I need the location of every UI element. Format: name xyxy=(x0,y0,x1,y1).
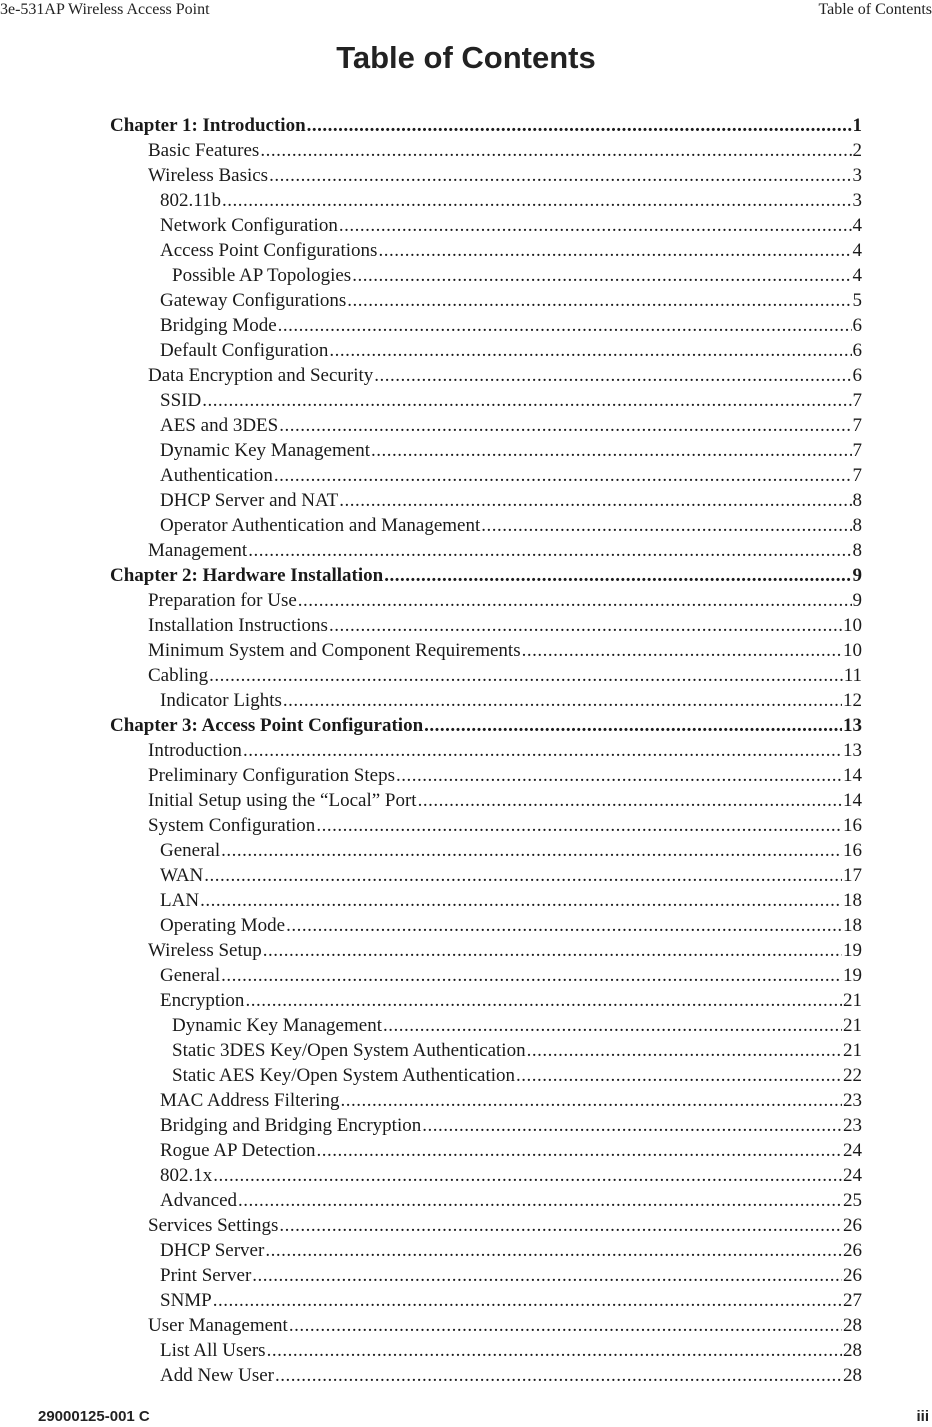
dot-leader xyxy=(316,813,842,838)
toc-entry-title: Wireless Setup xyxy=(148,940,262,961)
toc-entry[interactable] xyxy=(160,288,862,313)
dot-leader xyxy=(481,513,851,538)
running-header-left: 3e-531AP Wireless Access Point xyxy=(0,1,210,18)
toc-entry-title: Indicator Lights xyxy=(160,690,282,711)
dot-leader xyxy=(298,588,852,613)
toc-entry-page: 16 xyxy=(843,815,862,836)
toc-entry-page: 17 xyxy=(843,865,862,886)
dot-leader xyxy=(422,1113,842,1138)
toc-entry-page: 4 xyxy=(852,240,862,261)
toc-entry-page: 6 xyxy=(852,315,862,336)
toc-entry-page: 28 xyxy=(843,1340,862,1361)
toc-entry-title: Cabling xyxy=(148,665,209,686)
toc-entry[interactable] xyxy=(160,988,862,1013)
toc-entry[interactable] xyxy=(148,138,862,163)
dot-leader xyxy=(307,113,852,138)
toc-entry-page: 9 xyxy=(852,565,862,586)
dot-leader xyxy=(383,1013,842,1038)
toc-entry[interactable] xyxy=(148,663,862,688)
toc-entry-page: 9 xyxy=(852,590,862,611)
toc-entry[interactable] xyxy=(148,363,862,388)
toc-entry-title: System Configuration xyxy=(148,815,316,836)
dot-leader xyxy=(200,888,842,913)
toc-entry-title: Chapter 1: Introduction xyxy=(110,115,306,136)
toc-entry-title: WAN xyxy=(160,865,204,886)
toc-entry[interactable] xyxy=(160,488,862,513)
toc-entry-title: Preparation for Use xyxy=(148,590,297,611)
toc-entry-page: 26 xyxy=(843,1240,862,1261)
toc-entry-page: 18 xyxy=(843,915,862,936)
toc-entry-title: User Management xyxy=(148,1315,288,1336)
toc-entry-page: 23 xyxy=(843,1115,862,1136)
toc-entry[interactable] xyxy=(160,888,862,913)
toc-entry-page: 5 xyxy=(852,290,862,311)
toc-entry[interactable] xyxy=(148,163,862,188)
dot-leader xyxy=(221,838,842,863)
toc-entry-title: SSID xyxy=(160,390,202,411)
toc-entry-title: Chapter 2: Hardware Installation xyxy=(110,565,384,586)
toc-entry[interactable] xyxy=(160,213,862,238)
toc-entry-page: 6 xyxy=(852,365,862,386)
dot-leader xyxy=(221,963,842,988)
toc-entry-page: 28 xyxy=(843,1365,862,1386)
page-number: iii xyxy=(916,1408,929,1425)
toc-entry-page: 6 xyxy=(852,340,862,361)
toc-entry[interactable] xyxy=(160,1113,862,1138)
toc-entry-title: Static 3DES Key/Open System Authentication xyxy=(172,1040,526,1061)
toc-entry-title: Initial Setup using the “Local” Port xyxy=(148,790,417,811)
toc-entry-page: 26 xyxy=(843,1265,862,1286)
toc-entry-title: AES and 3DES xyxy=(160,415,279,436)
dot-leader xyxy=(248,538,851,563)
toc-entry[interactable] xyxy=(172,1038,862,1063)
toc-entry-page: 2 xyxy=(852,140,862,161)
toc-entry-title: General xyxy=(160,965,221,986)
dot-leader xyxy=(339,213,852,238)
dot-leader xyxy=(202,388,851,413)
toc-entry-title: Operating Mode xyxy=(160,915,286,936)
toc-entry-page: 10 xyxy=(843,615,862,636)
toc-entry[interactable] xyxy=(160,338,862,363)
toc-entry-title: Encryption xyxy=(160,990,245,1011)
document-number: 29000125-001 C xyxy=(38,1408,150,1425)
toc-entry-page: 13 xyxy=(843,715,862,736)
dot-leader xyxy=(243,738,842,763)
toc-entry-title: Dynamic Key Management xyxy=(172,1015,382,1036)
dot-leader xyxy=(267,1338,842,1363)
toc-entry[interactable] xyxy=(148,638,862,663)
toc-entry[interactable] xyxy=(148,538,862,563)
dot-leader xyxy=(374,363,851,388)
dot-leader xyxy=(371,438,852,463)
toc-entry-title: DHCP Server xyxy=(160,1240,265,1261)
toc-entry-title: Add New User xyxy=(160,1365,274,1386)
toc-entry-title: Rogue AP Detection xyxy=(160,1140,316,1161)
toc-entry-title: Dynamic Key Management xyxy=(160,440,370,461)
dot-leader xyxy=(516,1063,842,1088)
toc-entry[interactable] xyxy=(160,1288,862,1313)
toc-entry-page: 27 xyxy=(843,1290,862,1311)
dot-leader xyxy=(329,613,842,638)
toc-chapter-entry[interactable] xyxy=(110,713,862,738)
dot-leader xyxy=(396,763,842,788)
toc-entry-title: Access Point Configurations xyxy=(160,240,378,261)
dot-leader xyxy=(265,1238,842,1263)
dot-leader xyxy=(522,638,842,663)
toc-entry[interactable] xyxy=(160,863,862,888)
dot-leader xyxy=(424,713,842,738)
toc-entry[interactable] xyxy=(160,1363,862,1388)
dot-leader xyxy=(252,1263,842,1288)
toc-entry-title: Wireless Basics xyxy=(148,165,269,186)
toc-entry-page: 16 xyxy=(843,840,862,861)
dot-leader xyxy=(260,138,851,163)
toc-entry-page: 7 xyxy=(852,390,862,411)
toc-entry-title: General xyxy=(160,840,221,861)
dot-leader xyxy=(209,663,843,688)
toc-entry-page: 23 xyxy=(843,1090,862,1111)
dot-leader xyxy=(384,563,851,588)
toc-entry-title: Installation Instructions xyxy=(148,615,328,636)
toc-entry-page: 11 xyxy=(843,665,862,686)
toc-entry[interactable] xyxy=(160,838,862,863)
toc-entry-page: 7 xyxy=(852,415,862,436)
toc-entry-page: 10 xyxy=(843,640,862,661)
toc-entry-page: 7 xyxy=(852,465,862,486)
toc-entry[interactable] xyxy=(172,263,862,288)
dot-leader xyxy=(339,488,851,513)
toc-entry-title: DHCP Server and NAT xyxy=(160,490,339,511)
toc-entry-title: Advanced xyxy=(160,1190,238,1211)
toc-entry-title: Management xyxy=(148,540,248,561)
dot-leader xyxy=(352,263,851,288)
toc-entry-page: 4 xyxy=(852,215,862,236)
toc-entry-page: 21 xyxy=(843,1040,862,1061)
dot-leader xyxy=(222,188,851,213)
toc-entry-title: SNMP xyxy=(160,1290,212,1311)
toc-entry-page: 1 xyxy=(852,115,862,136)
toc-entry[interactable] xyxy=(160,1138,862,1163)
toc-entry-title: MAC Address Filtering xyxy=(160,1090,340,1111)
toc-entry-title: Authentication xyxy=(160,465,273,486)
toc-entry-page: 8 xyxy=(852,540,862,561)
toc-entry-title: Operator Authentication and Management xyxy=(160,515,481,536)
toc-entry-page: 19 xyxy=(843,965,862,986)
dot-leader xyxy=(213,1163,842,1188)
toc-entry-title: Data Encryption and Security xyxy=(148,365,374,386)
toc-entry-title: Basic Features xyxy=(148,140,260,161)
toc-entry-page: 19 xyxy=(843,940,862,961)
toc-entry-title: Network Configuration xyxy=(160,215,338,236)
dot-leader xyxy=(263,938,842,963)
toc-entry-page: 4 xyxy=(852,265,862,286)
toc-entry-page: 14 xyxy=(843,765,862,786)
toc-entry-title: List All Users xyxy=(160,1340,266,1361)
toc-entry-title: Preliminary Configuration Steps xyxy=(148,765,395,786)
toc-entry[interactable] xyxy=(148,813,862,838)
toc-entry[interactable] xyxy=(160,688,862,713)
toc-entry-title: Print Server xyxy=(160,1265,252,1286)
toc-entry-page: 7 xyxy=(852,440,862,461)
toc-entry[interactable] xyxy=(148,763,862,788)
toc-entry[interactable] xyxy=(148,588,862,613)
dot-leader xyxy=(283,688,842,713)
dot-leader xyxy=(213,1288,842,1313)
dot-leader xyxy=(269,163,851,188)
dot-leader xyxy=(238,1188,842,1213)
dot-leader xyxy=(347,288,851,313)
toc-entry[interactable] xyxy=(148,1213,862,1238)
dot-leader xyxy=(378,238,851,263)
toc-entry-title: Static AES Key/Open System Authentication xyxy=(172,1065,516,1086)
dot-leader xyxy=(274,463,852,488)
toc-entry[interactable] xyxy=(160,463,862,488)
toc-entry[interactable] xyxy=(160,188,862,213)
toc-entry-title: Introduction xyxy=(148,740,242,761)
toc-entry-title: Possible AP Topologies xyxy=(172,265,352,286)
toc-entry[interactable] xyxy=(160,963,862,988)
dot-leader xyxy=(275,1363,842,1388)
toc-entry[interactable] xyxy=(160,1263,862,1288)
toc-entry[interactable] xyxy=(160,1163,862,1188)
dot-leader xyxy=(340,1088,842,1113)
toc-entry[interactable] xyxy=(160,438,862,463)
toc-entry-title: Bridging Mode xyxy=(160,315,277,336)
toc-entry[interactable] xyxy=(148,938,862,963)
toc-entry-page: 24 xyxy=(843,1165,862,1186)
toc-entry-page: 21 xyxy=(843,990,862,1011)
dot-leader xyxy=(278,313,852,338)
toc-entry-title: Chapter 3: Access Point Configuration xyxy=(110,715,424,736)
toc-entry-page: 14 xyxy=(843,790,862,811)
running-header-right: Table of Contents xyxy=(818,1,932,18)
toc-entry[interactable] xyxy=(160,388,862,413)
toc-entry[interactable] xyxy=(148,1313,862,1338)
toc-entry-title: Bridging and Bridging Encryption xyxy=(160,1115,422,1136)
toc-entry-page: 3 xyxy=(852,190,862,211)
toc-entry-title: LAN xyxy=(160,890,200,911)
toc-chapter-entry[interactable] xyxy=(110,563,862,588)
toc-entry-page: 13 xyxy=(843,740,862,761)
toc-chapter-entry[interactable] xyxy=(110,113,862,138)
toc-entry[interactable] xyxy=(160,1088,862,1113)
toc-entry[interactable] xyxy=(172,1063,862,1088)
toc-entry-title: Services Settings xyxy=(148,1215,279,1236)
toc-entry[interactable] xyxy=(148,613,862,638)
dot-leader xyxy=(279,413,851,438)
toc-entry-title: Default Configuration xyxy=(160,340,329,361)
toc-entry[interactable] xyxy=(172,1013,862,1038)
toc-entry-page: 26 xyxy=(843,1215,862,1236)
toc-entry-page: 8 xyxy=(852,490,862,511)
toc-entry-page: 12 xyxy=(843,690,862,711)
toc-entry-page: 22 xyxy=(843,1065,862,1086)
toc-entry-page: 18 xyxy=(843,890,862,911)
dot-leader xyxy=(245,988,842,1013)
toc-entry[interactable] xyxy=(160,513,862,538)
dot-leader xyxy=(527,1038,842,1063)
toc-entry[interactable] xyxy=(160,1238,862,1263)
toc-entry[interactable] xyxy=(148,788,862,813)
page-title: Table of Contents xyxy=(336,40,596,75)
dot-leader xyxy=(279,1213,842,1238)
toc-entry-page: 28 xyxy=(843,1315,862,1336)
toc-entry[interactable] xyxy=(160,913,862,938)
toc-entry[interactable] xyxy=(160,1188,862,1213)
toc-entry-page: 21 xyxy=(843,1015,862,1036)
toc-entry-title: 802.1x xyxy=(160,1165,213,1186)
dot-leader xyxy=(418,788,842,813)
dot-leader xyxy=(286,913,842,938)
dot-leader xyxy=(289,1313,842,1338)
toc-entry-page: 25 xyxy=(843,1190,862,1211)
toc-entry[interactable] xyxy=(160,313,862,338)
dot-leader xyxy=(329,338,851,363)
toc-entry-page: 3 xyxy=(852,165,862,186)
toc-entry-title: Gateway Configurations xyxy=(160,290,347,311)
toc-entry[interactable] xyxy=(148,738,862,763)
dot-leader xyxy=(204,863,842,888)
toc-entry-page: 8 xyxy=(852,515,862,536)
toc-entry-title: Minimum System and Component Requirements xyxy=(148,640,521,661)
toc-entry[interactable] xyxy=(160,413,862,438)
dot-leader xyxy=(317,1138,843,1163)
toc-entry[interactable] xyxy=(160,238,862,263)
toc-entry-page: 24 xyxy=(843,1140,862,1161)
toc-entry-title: 802.11b xyxy=(160,190,222,211)
toc-entry[interactable] xyxy=(160,1338,862,1363)
